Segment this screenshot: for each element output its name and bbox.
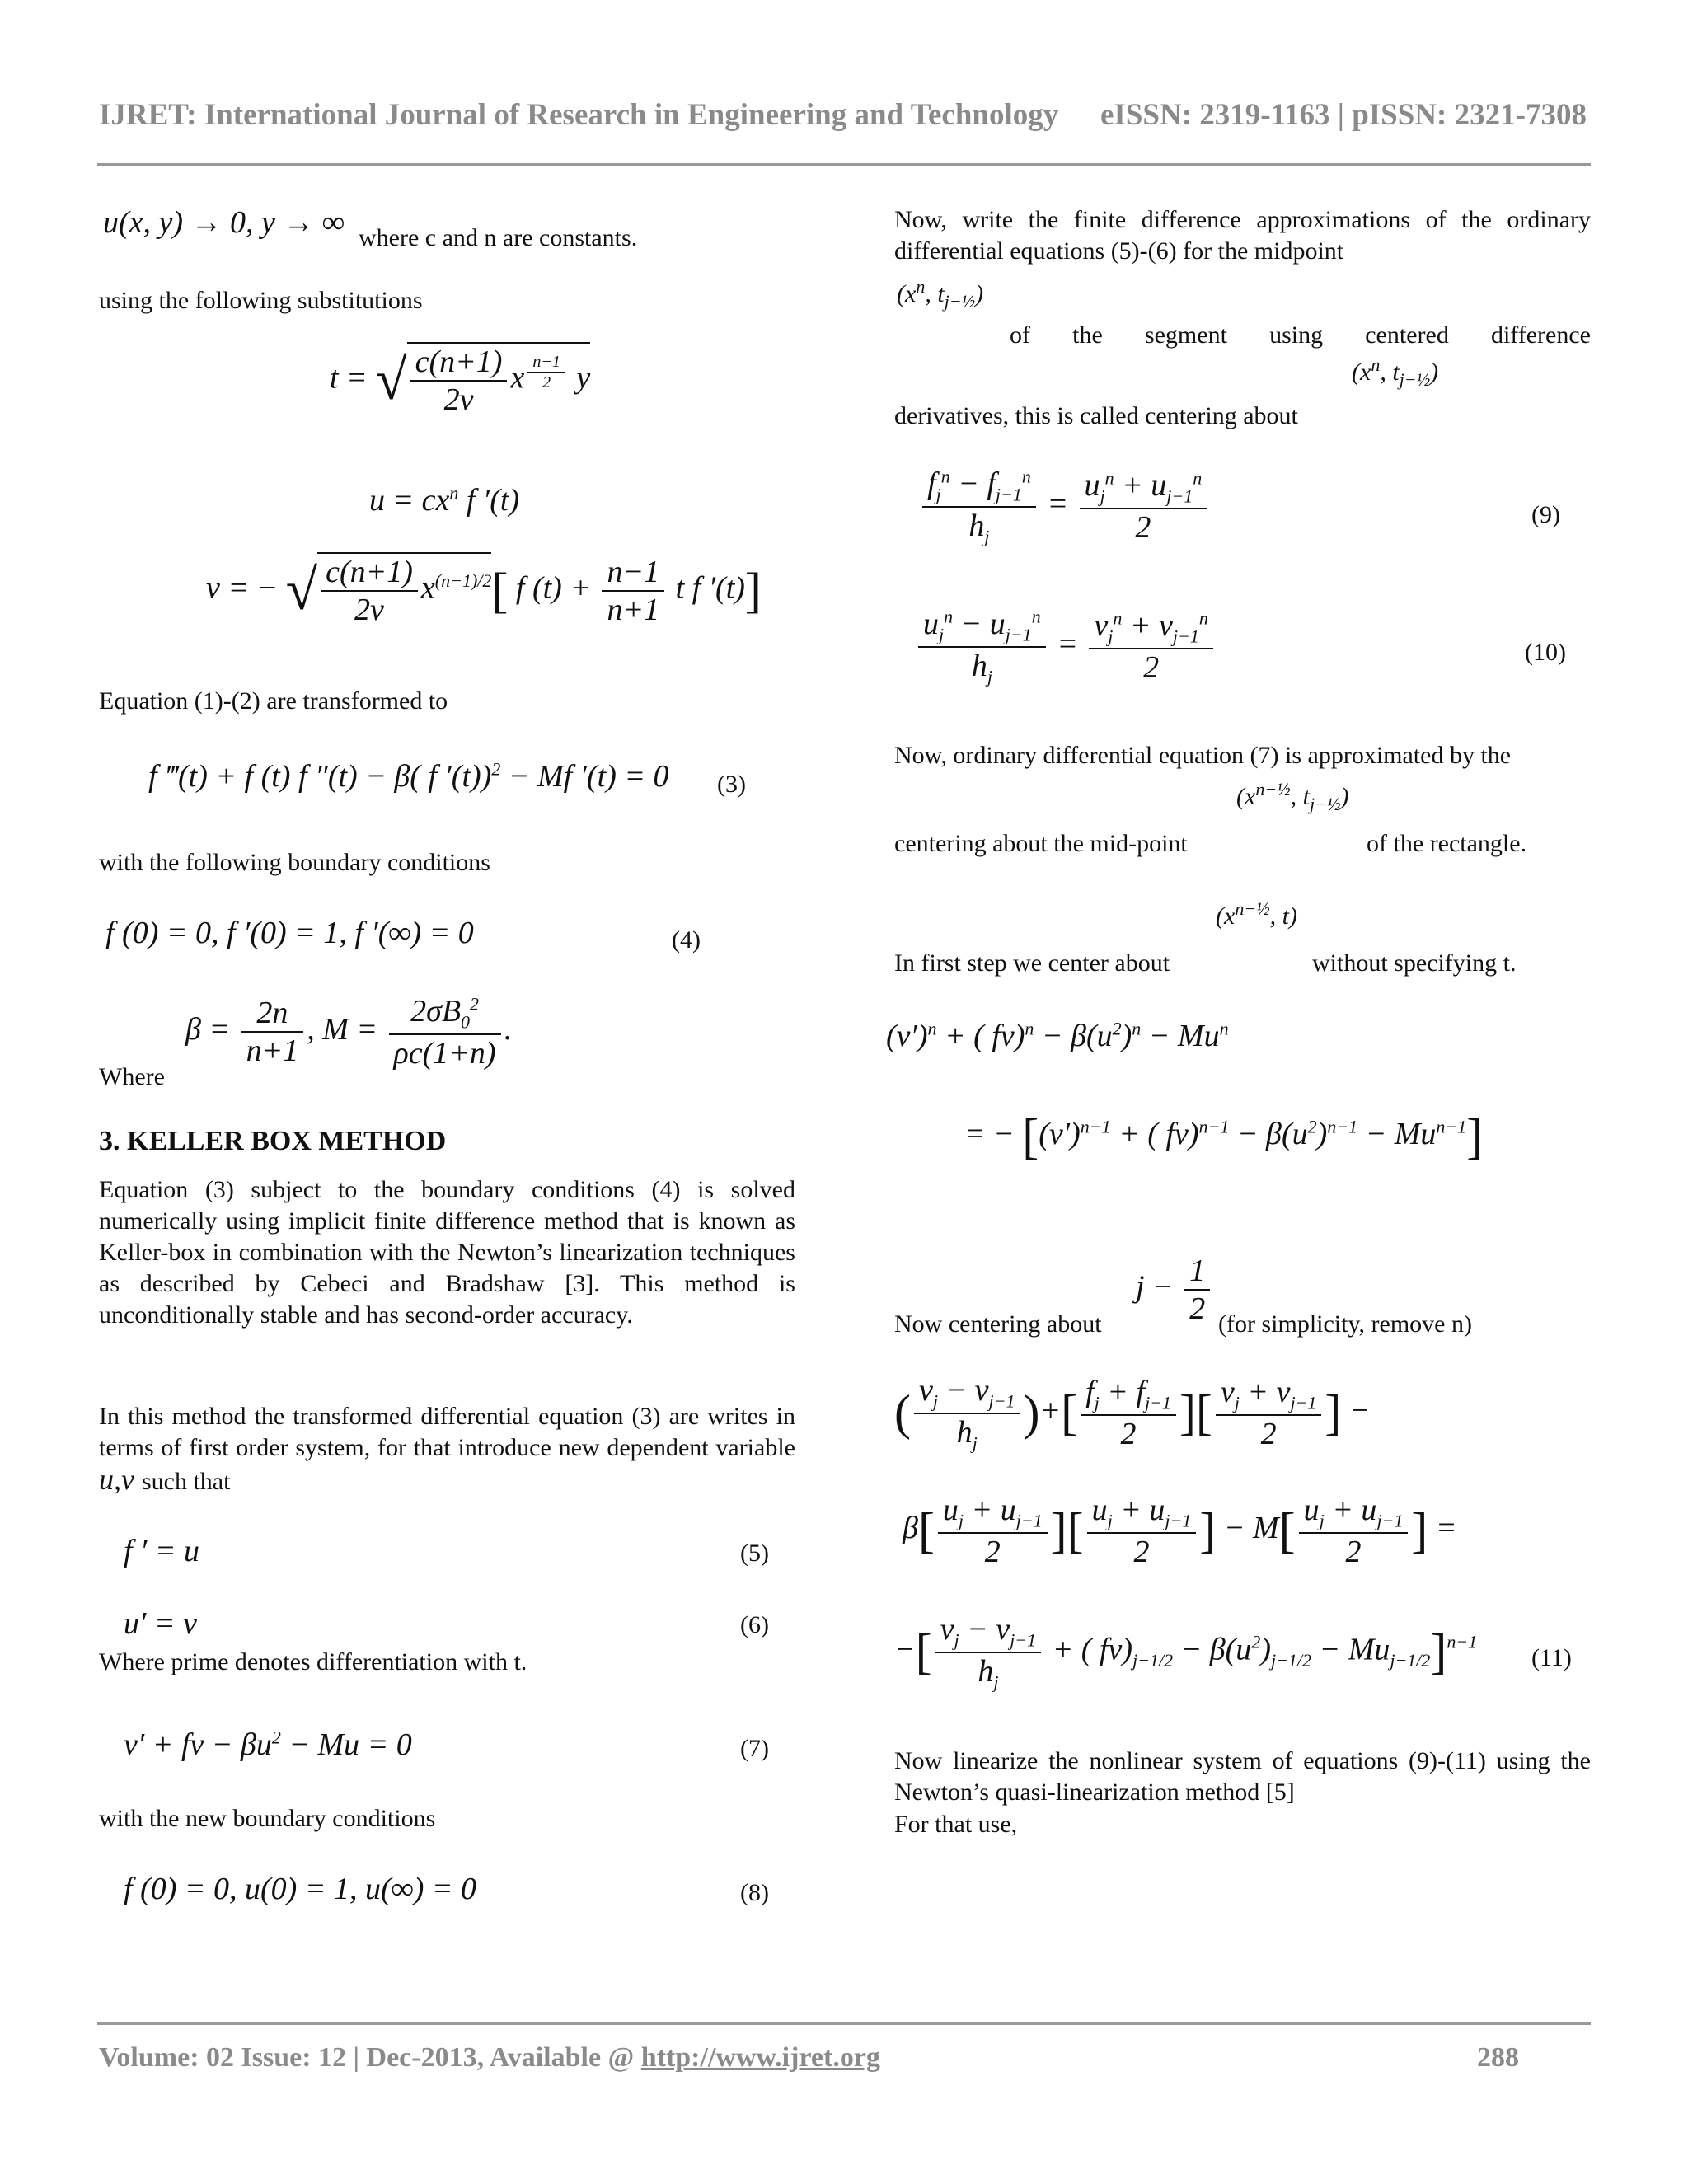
midpoint-expr: ($x^n$, $t_{j-\frac{1}{2}}$)	[897, 276, 984, 312]
keller-paragraph: Equation (3) subject to the boundary conditions (4) is solved numerically using implicit finite difference method that is known as Keller-box in combination with the Newton’s linearization techniques as described by Cebeci and Bradshaw [3]. This method is unconditionally stable and has second-order accuracy.	[99, 1176, 795, 1329]
footer-volume	[99, 2042, 880, 2074]
linearize-paragraph: Now linearize the nonlinear system of equations (9)-(11) using the Newton’s quasi-linearization method [5]	[894, 1747, 1591, 1806]
journal-title: IJRET: International Journal of Research in Engineering and Technology	[99, 98, 1059, 132]
header-rule	[97, 163, 1591, 166]
eqnum-8: (8)	[740, 1879, 769, 1906]
ode-paragraph-b: centering about the mid-point	[894, 830, 1188, 857]
centering-expr: ($x^n$, $t_{j-\frac{1}{2}}$)	[1352, 354, 1439, 390]
equation-first-step-a: $(v')^n$ + ( $fv)^n - \beta(u^2)^n - Mu^n$	[886, 1018, 1229, 1053]
j-half-fraction: j − $\frac{1}{2}$	[1136, 1253, 1213, 1327]
equation-11-line3: −[ $\frac{v_j - v_{j-1}}{h_j}$ + ( $fv)_{j-1/2} - \beta(u^2)_{j-1/2} - Mu_{j-1/2}]^{n-1}$	[894, 1612, 1478, 1693]
equation-8: f (0) = 0, u(0) = 1, u(∞) = 0	[124, 1872, 477, 1906]
fd-paragraph-tail: of the segment using centered difference	[1010, 321, 1591, 349]
subst-text: using the following substitutions	[99, 287, 423, 314]
eqnum-3: (3)	[717, 771, 746, 798]
footer-volume-text: Volume: 02 Issue: 12 | Dec-2013, Available @	[99, 2042, 641, 2073]
eqnum-9: (9)	[1531, 501, 1560, 528]
equation-11-line2: β[ $\frac{u_j + u_{j-1}}{2}$ ][ $\frac{u_j + u_{j-1}}{2}$ ] − M[ $\frac{u_j + u_{j-1}}{2}$ ] =	[903, 1493, 1457, 1569]
transformed-text: Equation (1)-(2) are transformed to	[99, 687, 448, 715]
where-text: Where	[99, 1063, 165, 1090]
equation-9: $\frac{f_j^n - f_{j-1}^n}{h_j}$ = $\frac{u_j^n + u_{j-1}^n}{2}$	[919, 466, 1210, 547]
ode-paragraph: Now, ordinary differential equation (7) is approximated by the	[894, 742, 1512, 769]
journal-issn: eISSN: 2319-1163 | pISSN: 2321-7308	[1100, 98, 1587, 132]
page-number: 288	[1477, 2042, 1519, 2073]
prime-text: Where prime denotes differentiation with t.	[99, 1648, 528, 1675]
section-title: 3. KELLER BOX METHOD	[99, 1126, 447, 1156]
fd-paragraph-end: derivatives, this is called centering about	[894, 402, 1298, 429]
centering-tail: (for simplicity, remove n)	[1218, 1310, 1472, 1338]
first-step-text: In first step we center about	[894, 949, 1170, 977]
centering-text: Now centering about	[894, 1310, 1102, 1338]
equation-4: f (0) = 0, f ′(0) = 1, f ′(∞) = 0	[106, 916, 474, 950]
eqnum-11: (11)	[1531, 1644, 1572, 1671]
bc-text: with the following boundary conditions	[99, 849, 490, 876]
equation-3: f ‴(t) + f (t) f ″(t) − β( f ′(t))$^2$ − Mf ′(t) = 0	[148, 758, 669, 794]
equation-v-substitution: v = − √ $\frac{c(n+1)}{2v}$ $x^{(n-1)/2}$[ f (t) + $\frac{n-1}{n+1}$ t f ′(t)]	[206, 552, 762, 628]
cond-text: where c and n are constants.	[359, 224, 638, 251]
equation-t-substitution: t = √ $\frac{c(n+1)}{2v}$ x $^{\frac{n-1}{2}}$ y	[330, 342, 590, 418]
system-paragraph: In this method the transformed differential equation (3) are writes in terms of first order system, for that introduce new dependent variable u,v such that	[99, 1403, 795, 1496]
first-step-tail: without specifying t.	[1312, 949, 1517, 977]
eqnum-5: (5)	[740, 1540, 769, 1567]
eqnum-7: (7)	[740, 1735, 769, 1762]
newbc-text: with the new boundary conditions	[99, 1805, 436, 1832]
linearize-tail: For that use,	[894, 1811, 1018, 1838]
eqnum-10: (10)	[1525, 639, 1566, 666]
eqnum-6: (6)	[740, 1611, 769, 1638]
ode-paragraph-c: of the rectangle.	[1367, 830, 1527, 857]
equation-u-substitution: $u = cx^n$ f ′(t)	[369, 482, 520, 518]
equation-boundary-limit: u(x, y) → 0, y → ∞	[103, 205, 345, 240]
system-paragraph-text: In this method the transformed differential equation (3) are writes in terms of first order system, for that introduce new dependent variable	[99, 1403, 795, 1461]
first-step-expr: ($x^{n-\frac{1}{2}}$, t)	[1216, 898, 1297, 930]
midpoint-rect-expr: ($x^{n-\frac{1}{2}}$, $t_{j-\frac{1}{2}}$)	[1236, 779, 1349, 814]
equation-7: v′ + fv − $\beta u^2 - Mu = 0$	[124, 1727, 412, 1762]
equation-11-line1: ( $\frac{v_j - v_{j-1}}{h_j}$ )+[ $\frac{f_j + f_{j-1}}{2}$ ][ $\frac{v_j + v_{j-1}}{2}$ ] −	[894, 1373, 1371, 1454]
equation-10: $\frac{u_j^n - u_{j-1}^n}{h_j}$ = $\frac{v_j^n + v_{j-1}^n}{2}$	[915, 606, 1217, 687]
fd-paragraph: Now, write the finite difference approximations of the ordinary differential equations (5)-(6) for the midpoint	[894, 206, 1591, 265]
journal-header	[99, 97, 1587, 133]
system-paragraph-tail: such that	[141, 1468, 231, 1495]
footer-rule	[97, 2022, 1591, 2025]
equation-first-step-b: = − [$(v')^{n-1}$ + ( $fv)^{n-1} - \beta(u^2)^{n-1} - Mu^{n-1}$]	[964, 1109, 1484, 1164]
equation-6: u′ = v	[124, 1606, 197, 1641]
equation-beta-m: β = $\frac{2n}{n+1}$ , M = $\frac{2\sigma B_0^2}{\rho c(1+n)}$ .	[185, 993, 513, 1071]
journal-link[interactable]: http://www.ijret.org	[640, 2042, 880, 2073]
eqnum-4: (4)	[672, 926, 701, 954]
equation-5: f ′ = u	[124, 1534, 200, 1568]
